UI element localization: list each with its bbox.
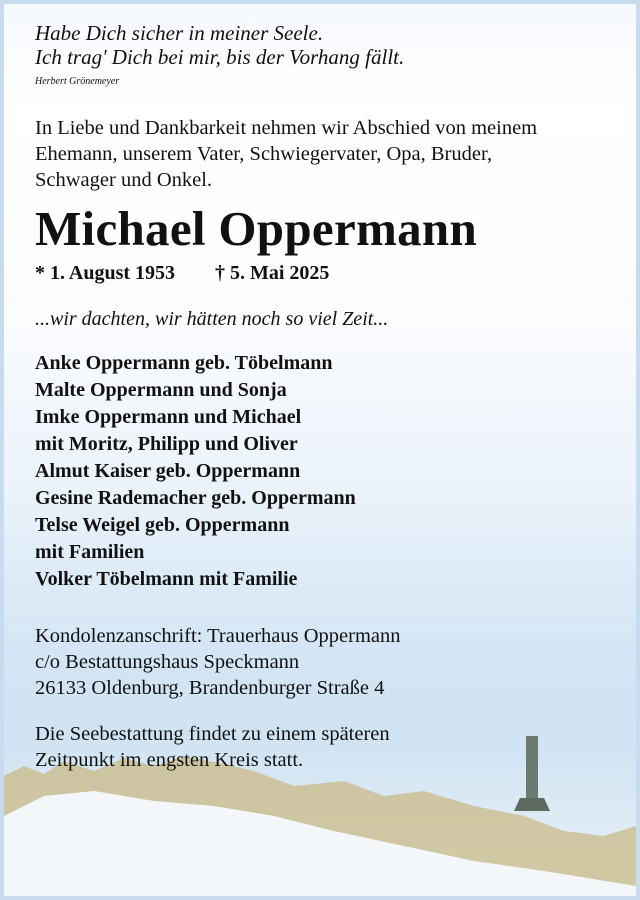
intro-line: Ehemann, unserem Vater, Schwiegervater, Opa, Bruder, (35, 143, 493, 165)
address-line: Kondolenzanschrift: Trauerhaus Oppermann (35, 625, 401, 647)
closing-line: Die Seebestattung findet zu einem späteren (35, 723, 390, 745)
family-member: mit Familien (35, 541, 145, 563)
family-member: Anke Oppermann geb. Töbelmann (35, 352, 333, 374)
family-member: Malte Oppermann und Sonja (35, 379, 287, 401)
family-member: mit Moritz, Philipp und Oliver (35, 433, 298, 455)
family-member: Imke Oppermann und Michael (35, 406, 302, 428)
death-date: † 5. Mai 2025 (215, 262, 330, 284)
obituary-card (4, 4, 636, 896)
intro-line: Schwager und Onkel. (35, 169, 213, 191)
closing-line: Zeitpunkt im engsten Kreis statt. (35, 749, 304, 771)
family-member: Gesine Rademacher geb. Oppermann (35, 487, 356, 509)
address-line: 26133 Oldenburg, Brandenburger Straße 4 (35, 677, 385, 699)
quote-author: Herbert Grönemeyer (35, 76, 120, 87)
quote-line: Ich trag' Dich bei mir, bis der Vorhang fällt. (35, 45, 405, 69)
deceased-name: Michael Oppermann (35, 201, 478, 256)
family-member: Telse Weigel geb. Oppermann (35, 514, 290, 536)
quote-line: Habe Dich sicher in meiner Seele. (35, 21, 324, 45)
lighthouse (514, 736, 550, 811)
intro-line: In Liebe und Dankbarkeit nehmen wir Abschied von meinem (35, 117, 538, 139)
motto: ...wir dachten, wir hätten noch so viel Zeit... (35, 308, 389, 330)
address-line: c/o Bestattungshaus Speckmann (35, 651, 300, 673)
family-member: Volker Töbelmann mit Familie (35, 568, 298, 590)
family-member: Almut Kaiser geb. Oppermann (35, 460, 301, 482)
birth-date: * 1. August 1953 (35, 262, 176, 284)
